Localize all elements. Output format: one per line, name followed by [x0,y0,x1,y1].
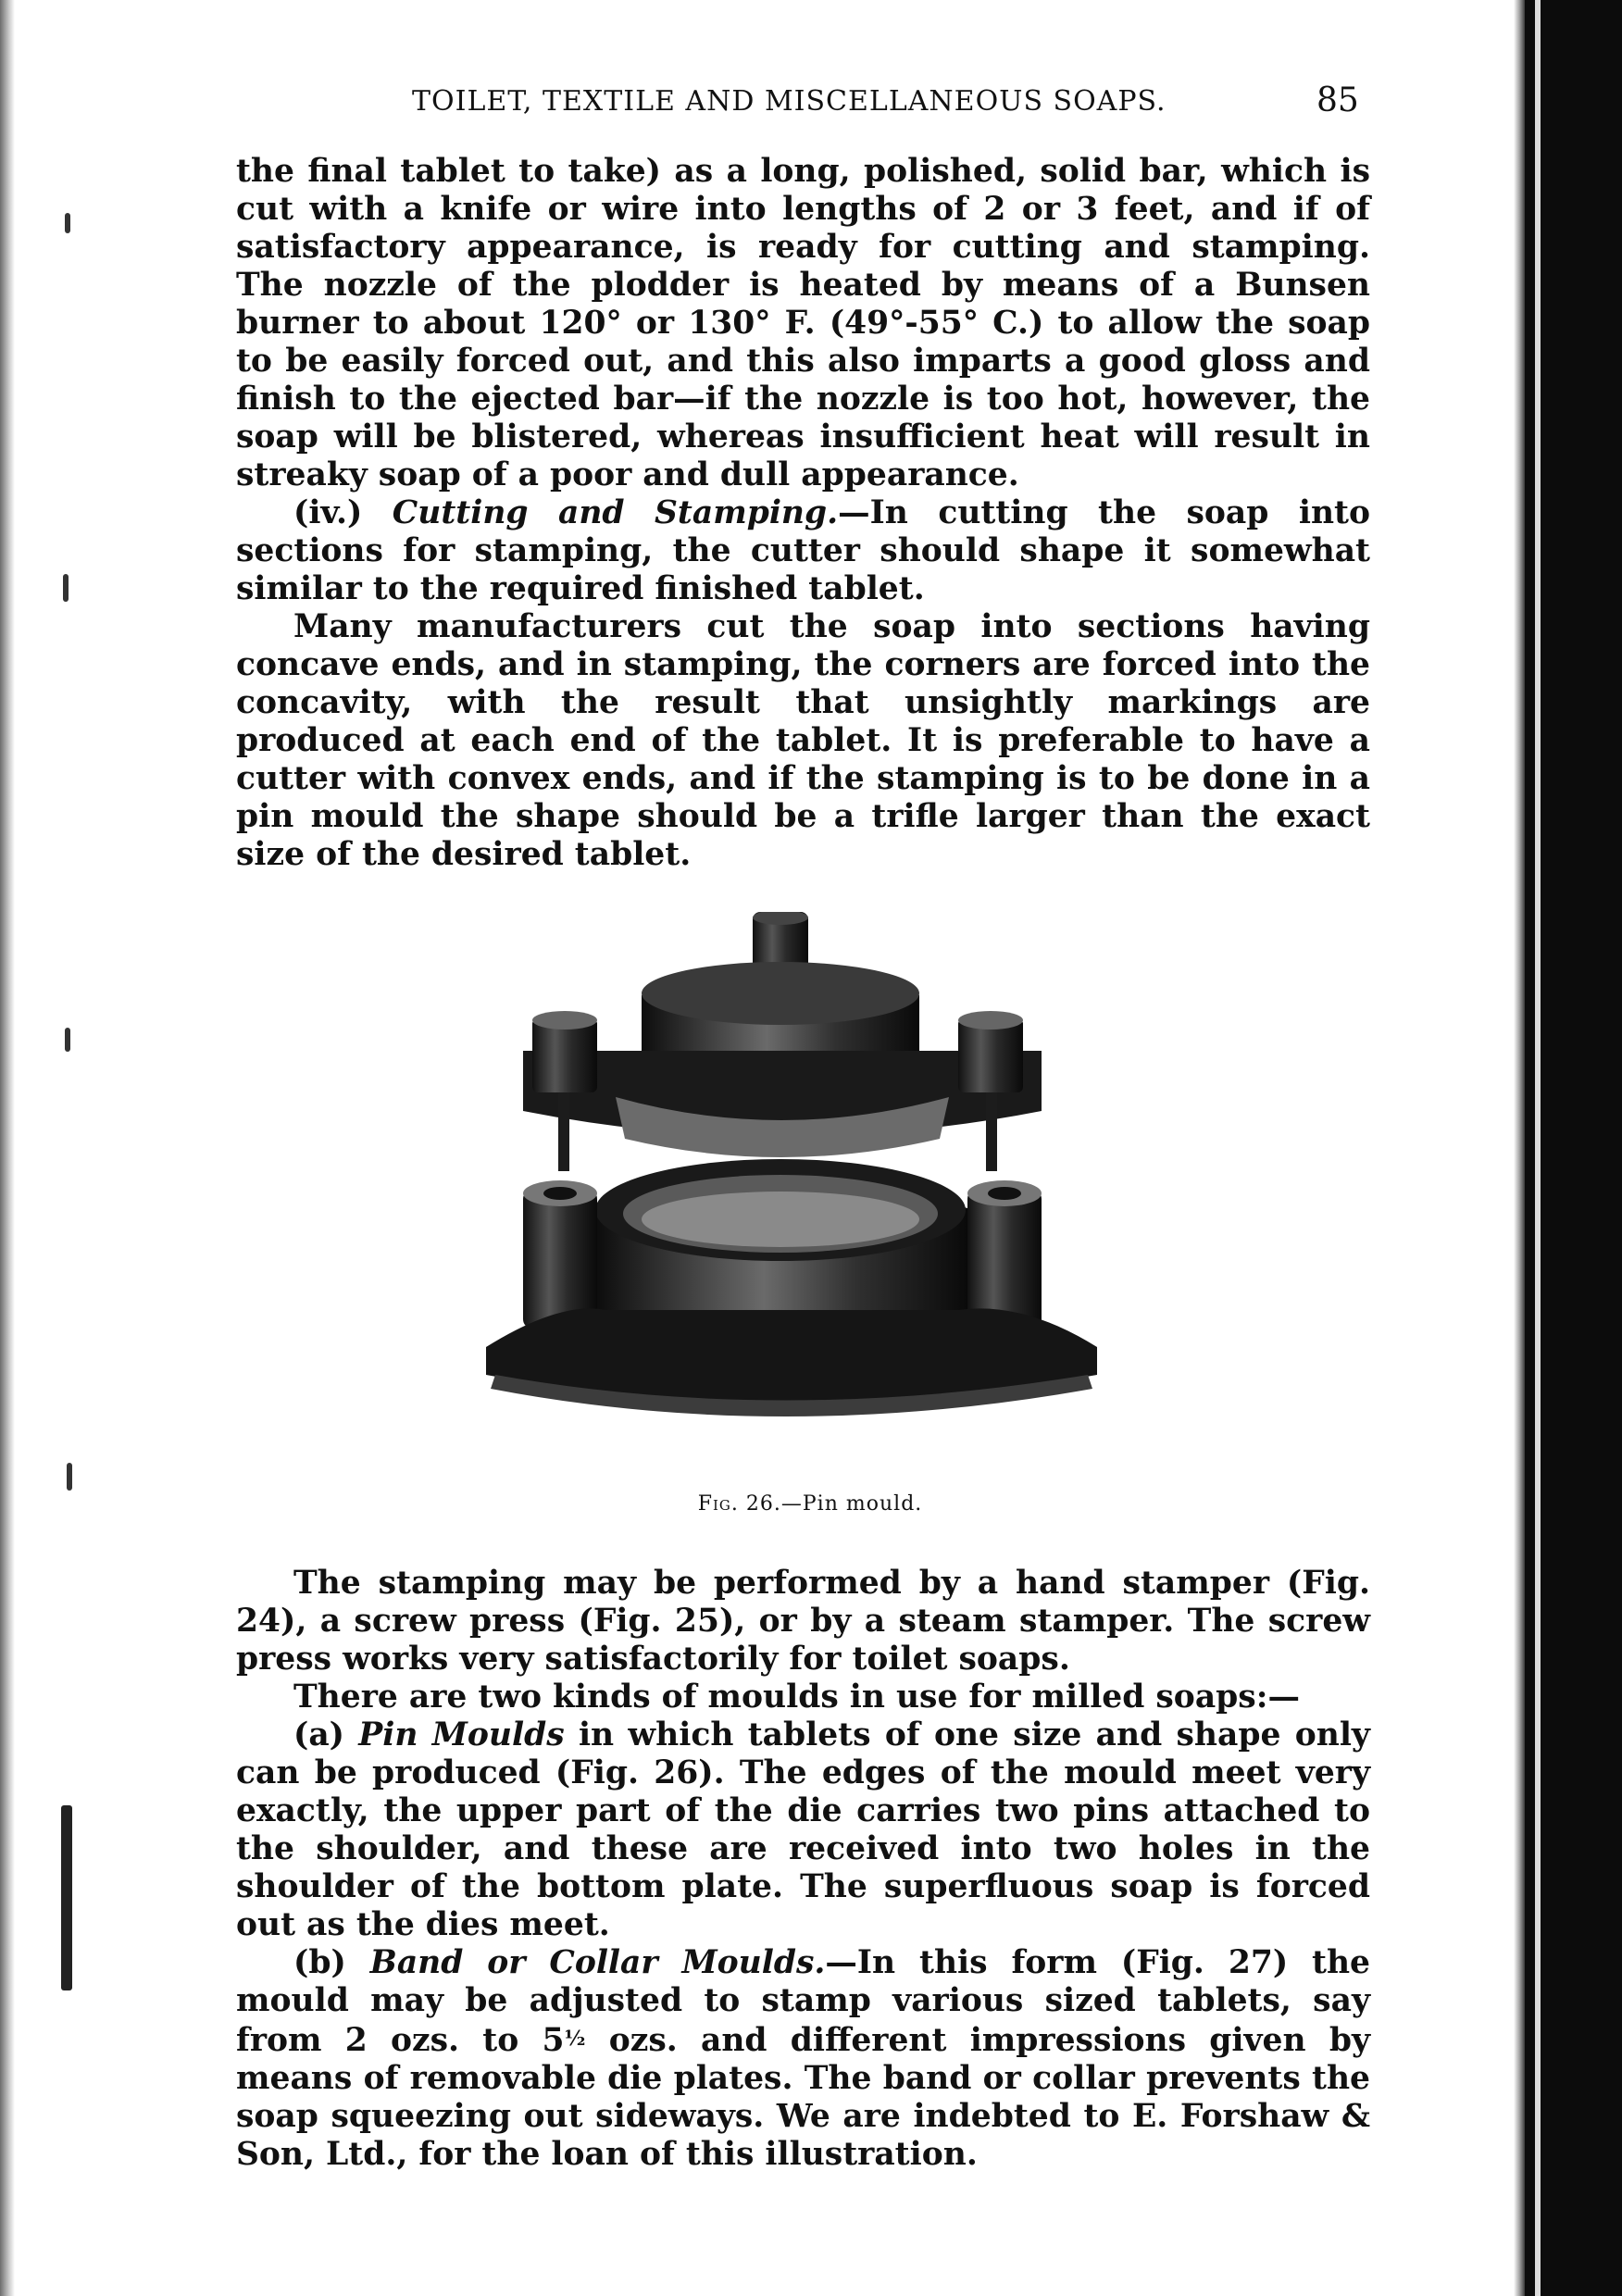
paragraph-text: —In this form (Fig. 27) the mould may be adjusted to stamp various sized tablets, say from 2 ozs. to 5 [236,1944,1371,2059]
page-number: 85 [1316,81,1359,119]
paragraph: the final tablet to take) as a long, polished, solid bar, which is cut with a knife or wire into lengths of 2 or 3 feet, and if of satisfactory appearance, is ready for cutting and stamping. The nozzle of the plodder is heated by means of a Bunsen burner to about 120° or 130° F. (49°-55° C.) to allow the soap to be easily forced out, and this also imparts a good gloss and finish to the ejected bar—if the nozzle is too hot, however, the soap will be blistered, whereas insufficient heat will result in streaky soap of a poor and dull appearance. [236,153,1370,493]
paragraph-text: —In cutting the soap into sections for stamping, the cutter should shape it somewhat similar to the required finished tablet. [236,494,1370,607]
paragraph-prefix: (a) [293,1716,359,1753]
paragraph-text: ozs. and different impressions given by means of removable die plates. The band or collar prevents the soap squeezing out sideways. We are indebted to E. Forshaw & Son, Ltd., for the loan of this illustration. [236,2022,1370,2173]
pin-mould-figure [486,912,1097,1486]
scan-mark [65,1028,70,1052]
text-block-top [236,153,1370,874]
binding-shadow [1514,0,1525,2296]
paragraph: Many manufacturers cut the soap into sections having concave ends, and in stamping, the corners are forced into the concavity, with the result that unsightly markings are produced at each end of the tablet. It is preferable to have a cutter with convex ends, and if the stamping is to be done in a pin mould the shape should be a trifle larger than the exact size of the desired tablet. [236,608,1370,873]
paragraph: The stamping may be performed by a hand stamper (Fig. 24), a screw press (Fig. 25), or by a steam stamper. The screw press works very satisfactorily for toilet soaps. [236,1565,1370,1678]
paragraph-text: in which tablets of one size and shape only can be produced (Fig. 26). The edges of the mould meet very exactly, the upper part of the die carries two pins attached to the shoulder, and these are received into two holes in the shoulder of the bottom plate. The superfluous soap is forced out as the dies meet. [236,1716,1370,1943]
scan-mark [61,1805,72,1990]
caption-label: Fig. 26. [697,1492,781,1516]
running-title: TOILET, TEXTILE AND MISCELLANEOUS SOAPS. [412,85,1167,118]
figure-caption [481,1492,1139,1516]
caption-text: —Pin mould. [780,1492,923,1516]
scan-mark [65,213,70,233]
paragraph-prefix: (b) [293,1944,370,1981]
section-heading: Pin Moulds [358,1716,565,1753]
paragraph [236,1716,1370,1944]
paragraph [236,1944,1370,2174]
section-heading: Band or Collar Moulds. [369,1944,826,1981]
section-heading: Cutting and Stamping. [392,494,839,531]
scan-mark [63,574,69,602]
scan-mark [67,1463,72,1491]
fraction: ½ [564,2027,586,2051]
scan-left-edge [0,0,15,2296]
paragraph [236,494,1370,608]
text-block-bottom [236,1565,1370,2174]
binding-stripe [1535,0,1541,2296]
paragraph: There are two kinds of moulds in use for milled soaps:— [293,1678,1300,1716]
paragraph-prefix: (iv.) [293,494,393,531]
